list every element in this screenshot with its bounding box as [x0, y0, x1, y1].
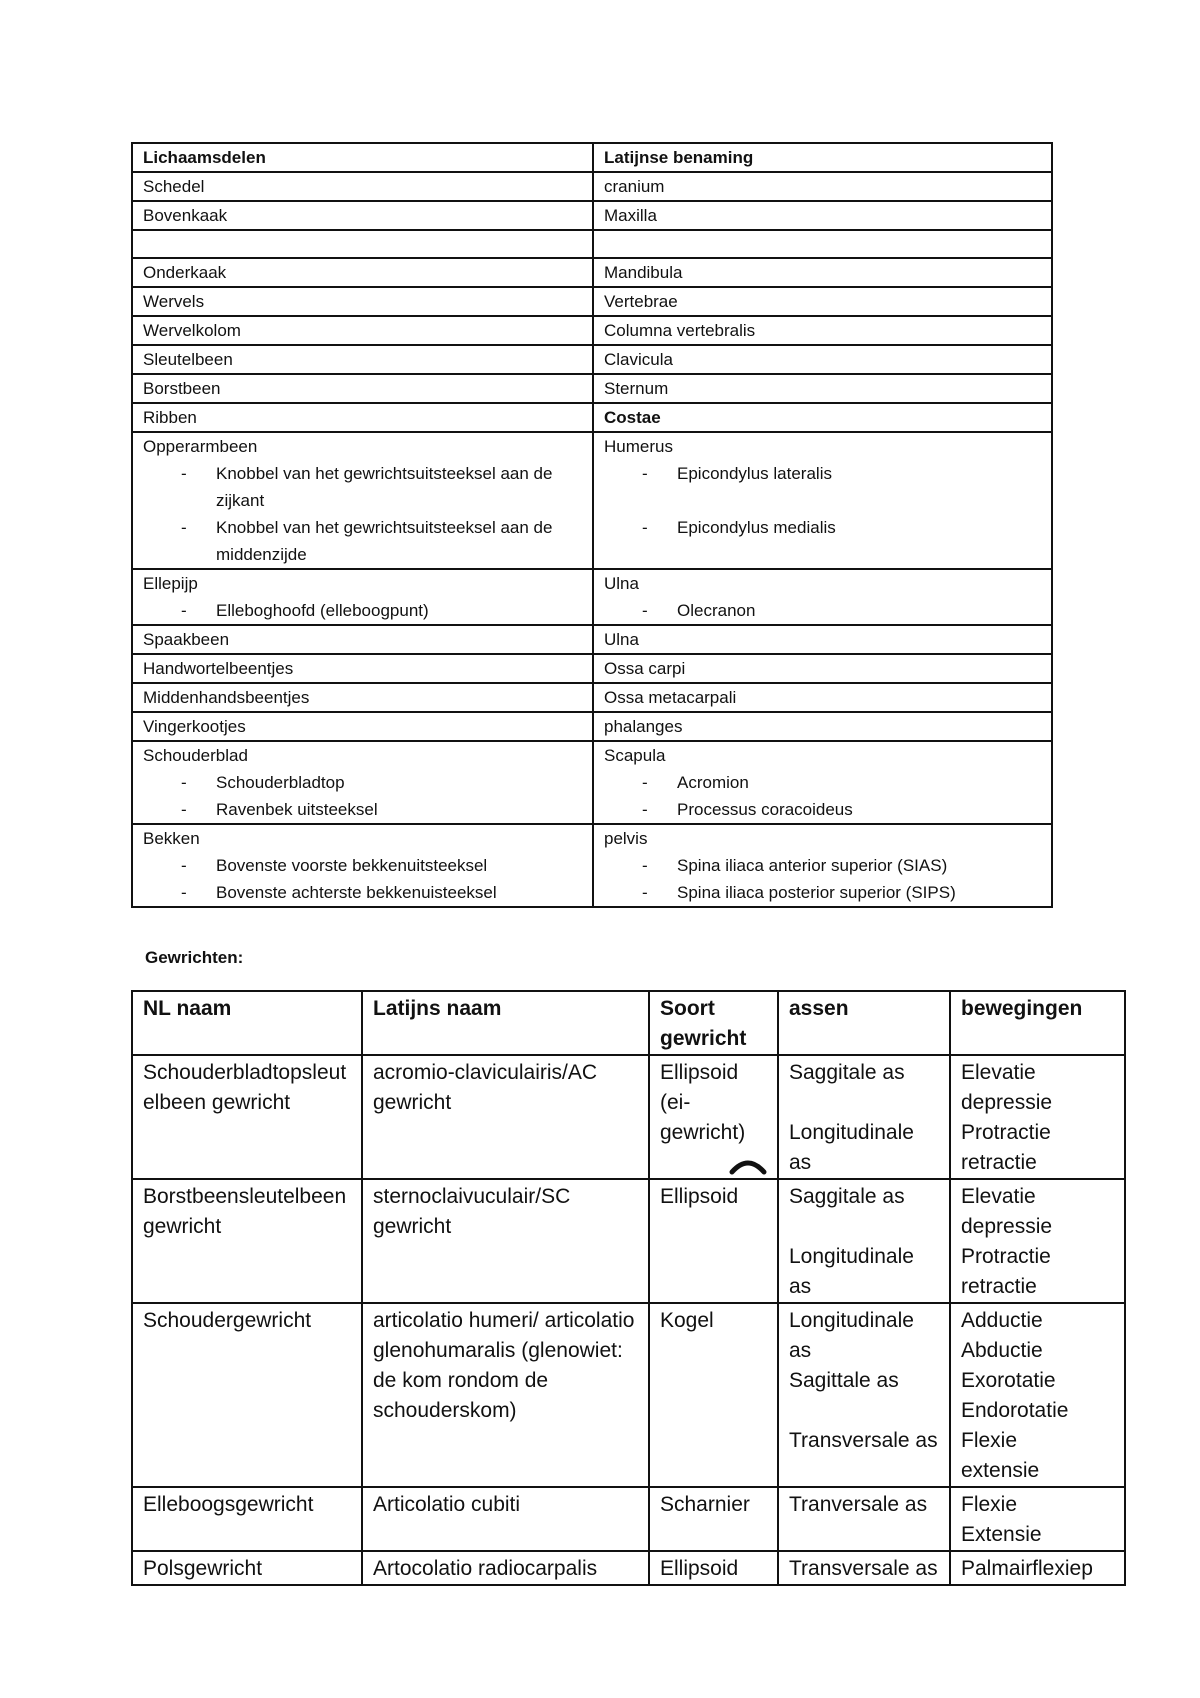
- la-cell: [593, 824, 1052, 907]
- spacer: [789, 1396, 939, 1426]
- list-item: - Spina iliaca anterior superior (SIAS): [604, 852, 1041, 879]
- sub-list: [143, 852, 582, 906]
- row-title: pelvis: [604, 829, 648, 848]
- sub-list: [604, 597, 1041, 624]
- axis-item: Transversale as: [789, 1429, 938, 1452]
- table-header-row: [132, 991, 1125, 1055]
- axis-item: Longitudinale as: [789, 1121, 914, 1174]
- list-item: - Elleboghoofd (elleboogpunt): [143, 597, 582, 624]
- list-item: - Epicondylus lateralis: [604, 460, 1041, 514]
- nl-cell: Middenhandsbeentjes: [132, 683, 593, 712]
- la-cell: [593, 230, 1052, 258]
- list-item: - Olecranon: [604, 597, 1041, 624]
- table-row: [132, 172, 1052, 201]
- table-row: [132, 654, 1052, 683]
- list-item: - Schouderbladtop: [143, 769, 582, 796]
- sub-list: [143, 460, 582, 568]
- table-row: [132, 1179, 1125, 1303]
- latin-name-cell: articolatio humeri/ articolatio glenohumaralis (glenowiet: de kom rondom de schouderskom): [362, 1303, 649, 1487]
- axis-item: Saggitale as: [789, 1185, 905, 1208]
- la-cell: Maxilla: [593, 201, 1052, 230]
- list-item: - Knobbel van het gewrichtsuitsteeksel aan de middenzijde: [143, 514, 582, 568]
- table-row-schouderblad: [132, 741, 1052, 824]
- list-item: - Spina iliaca posterior superior (SIPS): [604, 879, 1041, 906]
- sub-list: [143, 597, 582, 624]
- row-title: Scapula: [604, 746, 666, 765]
- table-row: [132, 345, 1052, 374]
- axes-cell: [778, 1303, 950, 1487]
- nl-cell: [132, 741, 593, 824]
- nl-cell: [132, 432, 593, 569]
- header-cell: Lichaamsdelen: [132, 143, 593, 172]
- row-title: Humerus: [604, 437, 673, 456]
- curved-arrow-icon: [728, 1156, 768, 1176]
- axes-cell: Tranversale as: [778, 1487, 950, 1551]
- row-title: Opperarmbeen: [143, 437, 258, 456]
- movement-item: Extensie: [961, 1523, 1042, 1546]
- spacer: [789, 1088, 939, 1118]
- la-cell: Ossa carpi: [593, 654, 1052, 683]
- latin-name-cell: Artocolatio radiocarpalis: [362, 1551, 649, 1585]
- movement-item: retractie: [961, 1275, 1037, 1298]
- movement-item: Protractie: [961, 1121, 1051, 1144]
- la-cell: Ossa metacarpali: [593, 683, 1052, 712]
- list-item: - Acromion: [604, 769, 1041, 796]
- movements-cell: [950, 1055, 1125, 1179]
- nl-cell: Schedel: [132, 172, 593, 201]
- latin-name-cell: acromio-claviculairis/AC gewricht: [362, 1055, 649, 1179]
- movement-item: Protractie: [961, 1245, 1051, 1268]
- la-cell: cranium: [593, 172, 1052, 201]
- latin-name-cell: Articolatio cubiti: [362, 1487, 649, 1551]
- section-heading: Gewrichten:: [145, 948, 244, 967]
- nl-cell: Sleutelbeen: [132, 345, 593, 374]
- movements-cell: [950, 1179, 1125, 1303]
- la-cell: [593, 432, 1052, 569]
- axes-cell: [778, 1055, 950, 1179]
- table-row: [132, 316, 1052, 345]
- joint-type-cell: Ellipsoid: [649, 1179, 778, 1303]
- joint-type-cell: Scharnier: [649, 1487, 778, 1551]
- spacer: [789, 1212, 939, 1242]
- nl-name-cell: Schouderbladtopsleutelbeen gewricht: [132, 1055, 362, 1179]
- nl-cell: Wervelkolom: [132, 316, 593, 345]
- nl-cell: Bovenkaak: [132, 201, 593, 230]
- header-cell: Latijns naam: [362, 991, 649, 1055]
- nl-cell: [132, 230, 593, 258]
- movement-item: depressie: [961, 1091, 1053, 1114]
- la-cell: Costae: [593, 403, 1052, 432]
- header-cell: bewegingen: [950, 991, 1125, 1055]
- la-cell: Ulna: [593, 625, 1052, 654]
- nl-cell: [132, 824, 593, 907]
- movements-cell: [950, 1487, 1125, 1551]
- table-row: [132, 1303, 1125, 1487]
- movement-item: Elevatie: [961, 1061, 1036, 1084]
- nl-cell: Ribben: [132, 403, 593, 432]
- nl-name-cell: Borstbeensleutelbeen gewricht: [132, 1179, 362, 1303]
- header-cell: assen: [778, 991, 950, 1055]
- nl-cell: Borstbeen: [132, 374, 593, 403]
- list-item: - Processus coracoideus: [604, 796, 1041, 823]
- row-title: Schouderblad: [143, 746, 248, 765]
- movement-item: depressie: [961, 1215, 1053, 1238]
- row-title: Ulna: [604, 574, 639, 593]
- movement-item: Abductie: [961, 1339, 1043, 1362]
- axis-item: Sagittale as: [789, 1369, 899, 1392]
- nl-cell: Vingerkootjes: [132, 712, 593, 741]
- list-item: - Ravenbek uitsteeksel: [143, 796, 582, 823]
- la-cell: Columna vertebralis: [593, 316, 1052, 345]
- movement-item: Flexie: [961, 1429, 1018, 1452]
- table-row: [132, 683, 1052, 712]
- axes-cell: Transversale as: [778, 1551, 950, 1585]
- list-item: - Bovenste voorste bekkenuitsteeksel: [143, 852, 582, 879]
- list-item: - Epicondylus medialis: [604, 514, 1041, 541]
- table-row: [132, 1551, 1125, 1585]
- movement-item: Palmairflexiep: [961, 1557, 1093, 1580]
- la-cell: Clavicula: [593, 345, 1052, 374]
- nl-name-cell: Polsgewricht: [132, 1551, 362, 1585]
- sub-list: [604, 769, 1041, 823]
- movement-item: Exorotatie: [961, 1369, 1056, 1392]
- sub-list: [604, 460, 1041, 541]
- axis-item: Longitudinale as: [789, 1245, 914, 1298]
- table-row: [132, 712, 1052, 741]
- axes-cell: [778, 1179, 950, 1303]
- movement-item: Endorotatie: [961, 1399, 1069, 1422]
- nl-name-cell: Schoudergewricht: [132, 1303, 362, 1487]
- movements-cell: [950, 1551, 1125, 1585]
- nl-cell: Onderkaak: [132, 258, 593, 287]
- table-row: [132, 403, 1052, 432]
- table-row: [132, 374, 1052, 403]
- joint-type-cell: Ellipsoid: [649, 1551, 778, 1585]
- joints-table: [131, 990, 1126, 1586]
- table-row: [132, 201, 1052, 230]
- movement-item: extensie: [961, 1459, 1040, 1482]
- table-row: [132, 1055, 1125, 1179]
- la-cell: [593, 741, 1052, 824]
- table-row-opperarmbeen: [132, 432, 1052, 569]
- nl-cell: Spaakbeen: [132, 625, 593, 654]
- nl-name-cell: Elleboogsgewricht: [132, 1487, 362, 1551]
- axis-item: Saggitale as: [789, 1061, 905, 1084]
- la-cell: [593, 569, 1052, 625]
- nl-cell: [132, 569, 593, 625]
- movements-cell: [950, 1303, 1125, 1487]
- movement-item: Flexie: [961, 1493, 1018, 1516]
- joint-type-text: Ellipsoid (ei-gewricht): [660, 1061, 746, 1144]
- table-row-ellepijp: [132, 569, 1052, 625]
- nl-cell: Wervels: [132, 287, 593, 316]
- table-row: [132, 1487, 1125, 1551]
- list-item: - Bovenste achterste bekkenuisteeksel: [143, 879, 582, 906]
- table-header-row: [132, 143, 1052, 172]
- table-row-bekken: [132, 824, 1052, 907]
- header-cell: Latijnse benaming: [593, 143, 1052, 172]
- table-row: [132, 625, 1052, 654]
- la-cell: phalanges: [593, 712, 1052, 741]
- latin-name-cell: sternoclaivuculair/SC gewricht: [362, 1179, 649, 1303]
- la-cell: Sternum: [593, 374, 1052, 403]
- joint-type-cell: [649, 1055, 778, 1179]
- list-item: - Knobbel van het gewrichtsuitsteeksel aan de zijkant: [143, 460, 582, 514]
- sub-list: [604, 852, 1041, 906]
- movement-item: Elevatie: [961, 1185, 1036, 1208]
- table-row: [132, 287, 1052, 316]
- joint-type-cell: Kogel: [649, 1303, 778, 1487]
- anatomy-table: [131, 142, 1053, 908]
- movement-item: retractie: [961, 1151, 1037, 1174]
- row-title: Bekken: [143, 829, 200, 848]
- la-cell: Vertebrae: [593, 287, 1052, 316]
- table-row: [132, 258, 1052, 287]
- axis-item: Longitudinale as: [789, 1309, 914, 1362]
- header-cell: NL naam: [132, 991, 362, 1055]
- nl-cell: Handwortelbeentjes: [132, 654, 593, 683]
- row-title: Ellepijp: [143, 574, 198, 593]
- movement-item: Adductie: [961, 1309, 1043, 1332]
- header-cell: Soort gewricht: [649, 991, 778, 1055]
- la-cell: Mandibula: [593, 258, 1052, 287]
- table-row-empty: [132, 230, 1052, 258]
- sub-list: [143, 769, 582, 823]
